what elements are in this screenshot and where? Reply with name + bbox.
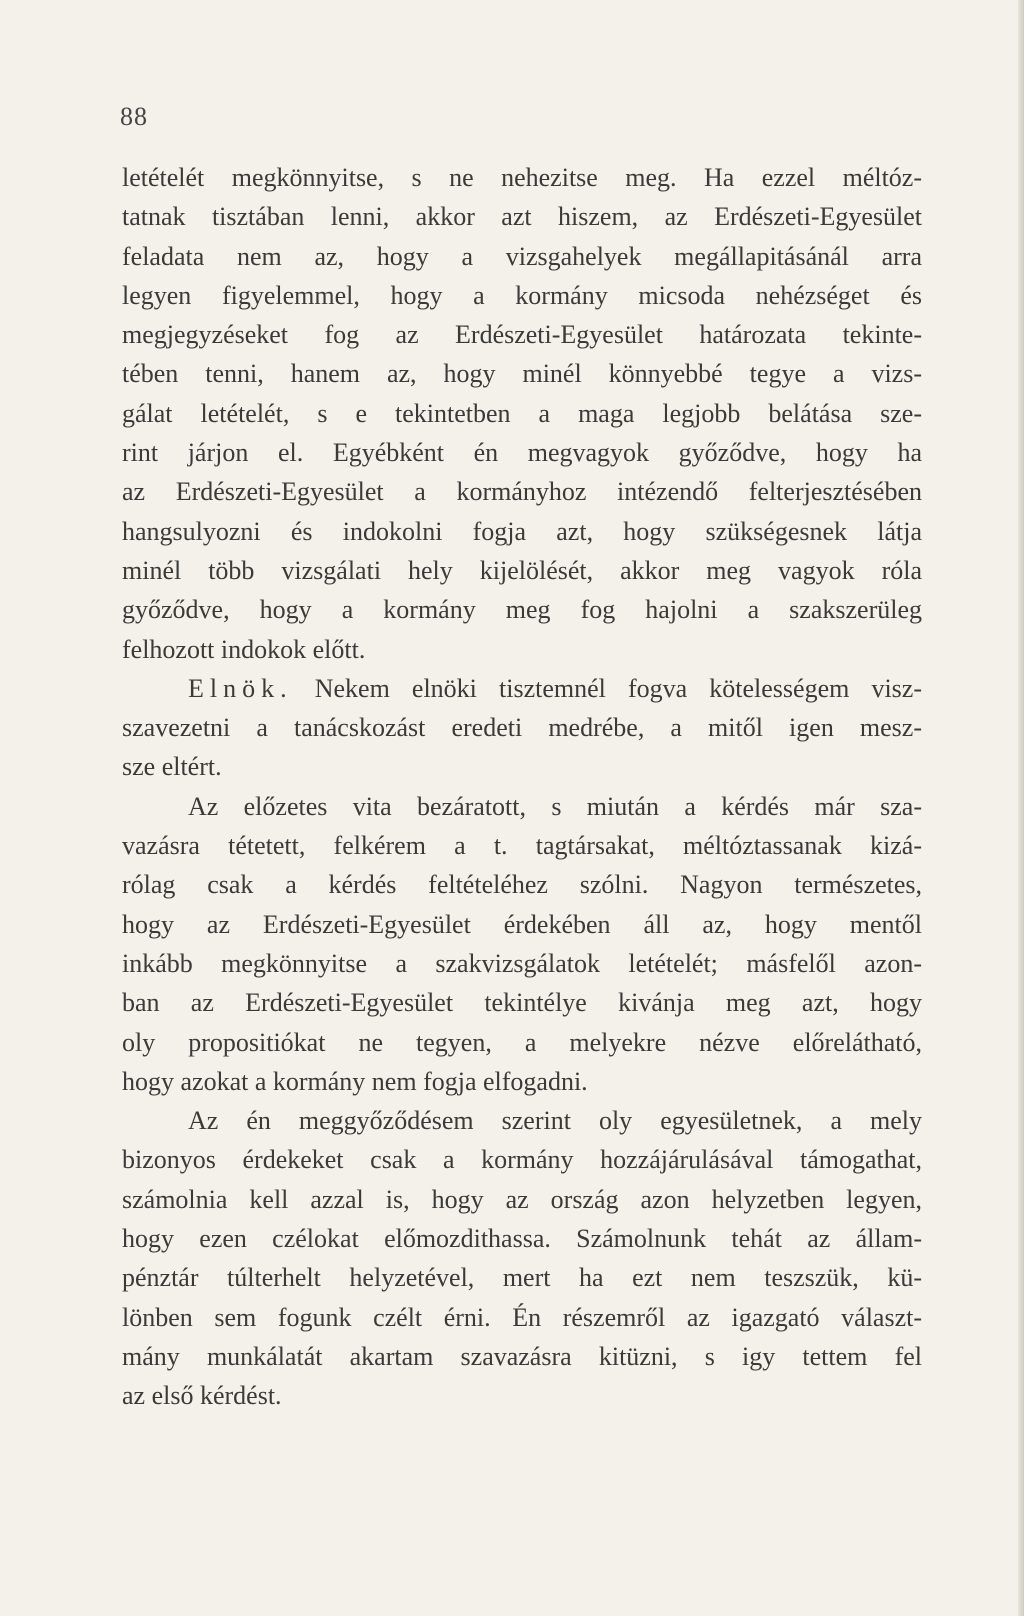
text-line: lönben sem fogunk czélt érni. Én részemről az igazgató választ-	[122, 1302, 922, 1332]
text-line: tében tenni, hanem az, hogy minél könnyebbé tegye a vizs-	[122, 359, 922, 389]
text-line: Elnök. Nekem elnöki tisztemnél fogva kötelességem visz-	[188, 673, 922, 703]
text-line: Az előzetes vita bezáratott, s miután a kérdés már sza-	[188, 791, 922, 821]
text-line: az első kérdést.	[122, 1381, 282, 1411]
text-line: minél több vizsgálati hely kijelölését, akkor meg vagyok róla	[122, 555, 922, 585]
text-line: ban az Erdészeti-Egyesület tekintélye kivánja meg azt, hogy	[122, 988, 922, 1018]
text-line: sze eltért.	[122, 752, 222, 782]
text-line: Az én meggyőződésem szerint oly egyesületnek, a mely	[188, 1106, 922, 1136]
body-text	[122, 158, 922, 1416]
text-line: rint járjon el. Egyébként én megvagyok győződve, hogy ha	[122, 438, 922, 468]
page-edge	[1018, 0, 1024, 1616]
text-line: számolnia kell azzal is, hogy az ország azon helyzetben legyen,	[122, 1184, 922, 1214]
text-line: pénztár túlterhelt helyzetével, mert ha ezt nem teszszük, kü-	[122, 1263, 922, 1293]
text-line: vazásra tétetett, felkérem a t. tagtársakat, méltóztassanak kizá-	[122, 831, 922, 861]
text-line: hogy ezen czélokat előmozdithassa. Számolnunk tehát az állam-	[122, 1224, 922, 1254]
text-line: mány munkálatát akartam szavazásra kitüzni, s igy tettem fel	[122, 1341, 922, 1371]
text-line: hangsulyozni és indokolni fogja azt, hogy szükségesnek látja	[122, 516, 922, 546]
text-line: letételét megkönnyitse, s ne nehezitse meg. Ha ezzel méltóz-	[122, 163, 922, 192]
text-line: szavezetni a tanácskozást eredeti medrébe, a mitől igen mesz-	[122, 713, 922, 743]
text-line: az Erdészeti-Egyesület a kormányhoz intézendő felterjesztésében	[122, 477, 922, 507]
text-line: megjegyzéseket fog az Erdészeti-Egyesület határozata tekinte-	[122, 320, 922, 350]
text-line: oly propositiókat ne tegyen, a melyekre nézve előrelátható,	[122, 1027, 922, 1057]
text-line: gálat letételét, s e tekintetben a maga legjobb belátása sze-	[122, 398, 922, 428]
text-line: hogy azokat a kormány nem fogja elfogadni.	[122, 1066, 588, 1096]
speaker-name: Elnök.	[188, 673, 293, 703]
text-line: hogy az Erdészeti-Egyesület érdekében áll az, hogy mentől	[122, 909, 922, 939]
text-line: tatnak tisztában lenni, akkor azt hiszem, az Erdészeti-Egyesület	[122, 202, 922, 232]
text-line: inkább megkönnyitse a szakvizsgálatok letételét; másfelől azon-	[122, 948, 922, 978]
page-number: 88	[120, 102, 148, 131]
text-line: feladata nem az, hogy a vizsgahelyek megállapitásánál arra	[122, 241, 922, 271]
text-line: bizonyos érdekeket csak a kormány hozzájárulásával támogathat,	[122, 1145, 922, 1175]
text-line: győződve, hogy a kormány meg fog hajolni a szakszerüleg	[122, 595, 922, 625]
text-line: legyen figyelemmel, hogy a kormány micsoda nehézséget és	[122, 280, 922, 310]
text-line: rólag csak a kérdés feltételéhez szólni. Nagyon természetes,	[122, 870, 922, 900]
text-line: felhozott indokok előtt.	[122, 634, 366, 664]
